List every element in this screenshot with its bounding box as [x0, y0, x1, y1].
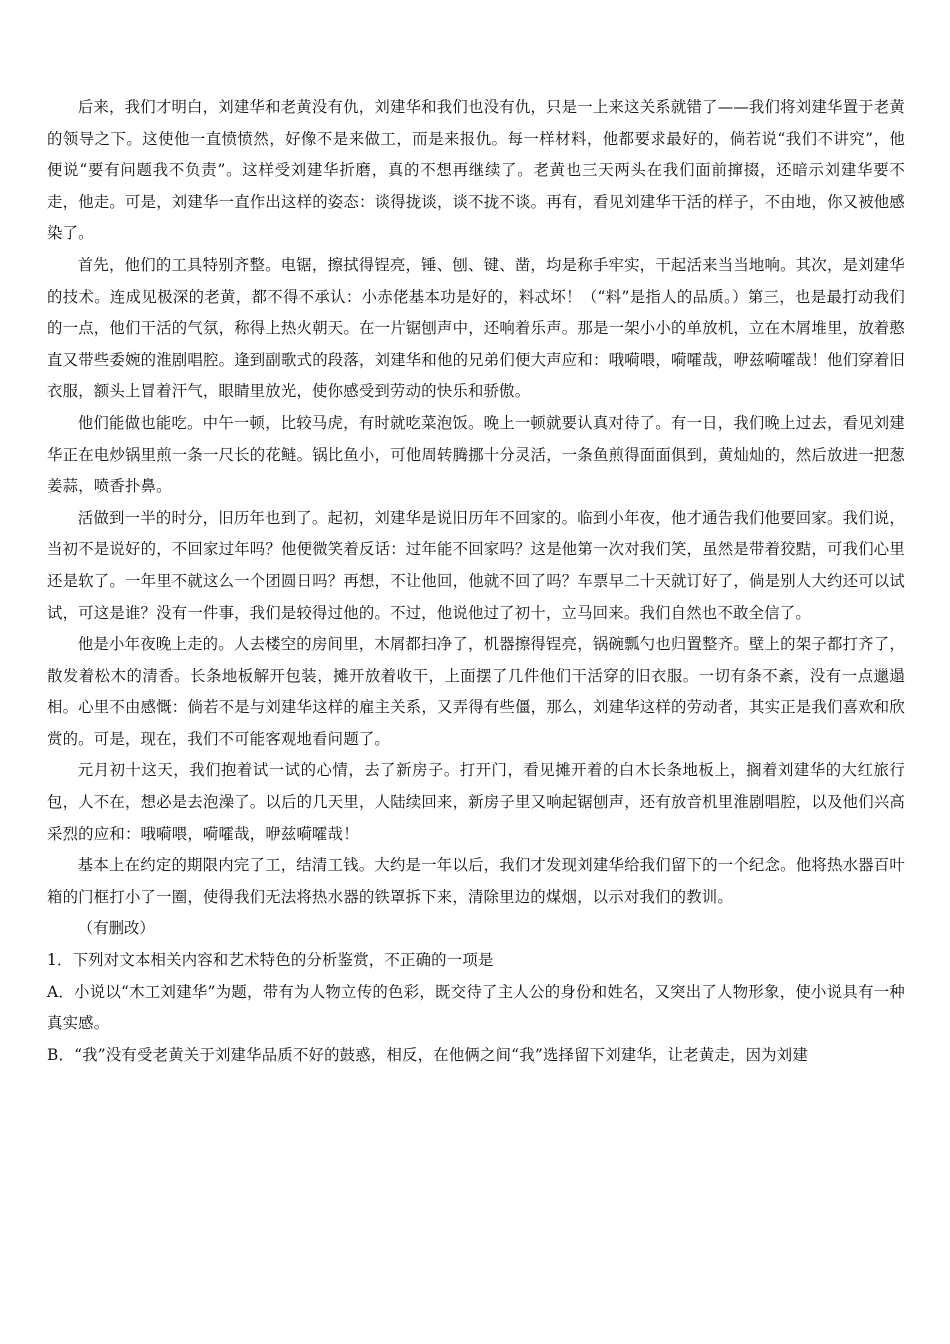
story-paragraph: 基本上在约定的期限内完了工，结清工钱。大约是一年以后，我们才发现刘建华给我们留下的一个纪念。他将热水器百叶箱的门框打小了一圈，使得我们无法将热水器的铁罩拆下来，清除里边的煤烟，以示对我们的教训。: [47, 856, 905, 906]
story-paragraph: 首先，他们的工具特别齐整。电锯，擦拭得锃亮，锤、刨、键、凿，均是称手牢实，干起活来当当地响。其次，是刘建华的技术。连成见极深的老黄，都不得不承认：小赤佬基本功是好的，料忒坏！（“料”是指人的品质。）第三，也是最打动我们的一点，他们干活的气氛，称得上热火朝天。在一片锯刨声中，还响着乐声。那是一架小小的单放机，立在木屑堆里，放着憨直又带些委婉的淮剧唱腔。逢到副歌式的段落，刘建华和他的兄弟们便大声应和：哦嗬喂，嗬嚯哉，咿兹嗬嚯哉！他们穿着旧衣服，额头上冒着汗气，眼睛里放光，使你感受到劳动的快乐和骄傲。: [47, 255, 905, 401]
source-note: （有删改）: [77, 919, 155, 938]
story-paragraph: 他们能做也能吃。中午一顿，比较马虎，有时就吃菜泡饭。晚上一顿就要认真对待了。有一日，我们晚上过去，看见刘建华正在电炒锅里煎一条一尺长的花鲢。锅比鱼小，可他周转腾挪十分灵活，一条鱼煎得面面俱到，黄灿灿的，然后放进一把葱姜蒜，喷香扑鼻。: [47, 413, 905, 496]
question-stem: 1．下列对文本相关内容和艺术特色的分析鉴赏，不正确的一项是: [47, 951, 494, 970]
story-paragraph: 活做到一半的时分，旧历年也到了。起初，刘建华是说旧历年不回家的。临到小年夜，他才通告我们他要回家。我们说，当初不是说好的，不回家过年吗？他便微笑着反话：过年能不回家吗？这是他第一次对我们笑，虽然是带着狡黠，可我们心里还是软了。一年里不就这么一个团圆日吗？再想，不让他回，他就不回了吗？车票早二十天就订好了，倘是别人大约还可以试试，可这是谁？没有一件事，我们是较得过他的。不过，他说他过了初十，立马回来。我们自然也不敢全信了。: [47, 508, 905, 622]
question-option-a: A．小说以“木工刘建华”为题，带有为人物立传的色彩，既交待了主人公的身份和姓名，又突出了人物形象，使小说具有一种真实感。: [47, 982, 905, 1033]
story-paragraph: 元月初十这天，我们抱着试一试的心情，去了新房子。打开门，看见摊开着的白木长条地板上，搁着刘建华的大红旅行包，人不在，想必是去泡澡了。以后的几天里，人陆续回来，新房子里又响起锯刨声，还有放音机里淮剧唱腔，以及他们兴高采烈的应和：哦嗬喂，嗬嚯哉，咿兹嗬嚯哉！: [47, 761, 905, 843]
story-paragraph: 他是小年夜晚上走的。人去楼空的房间里，木屑都扫净了，机器擦得锃亮，锅碗瓢勺也归置整齐。壁上的架子都打齐了，散发着松木的清香。长条地板解开包装，摊开放着收干，上面摆了几件他们干活穿的旧衣服。一切有条不紊，没有一点邋遢相。心里不由感慨：倘若不是与刘建华这样的雇主关系，又弄得有些僵，那么，刘建华这样的劳动者，其实正是我们喜欢和欣赏的。可是，现在，我们不可能客观地看问题了。: [47, 635, 905, 748]
question-option-b: B．“我”没有受老黄关于刘建华品质不好的鼓惑，相反，在他俩之间“我”选择留下刘建华，让老黄走，因为刘建: [47, 1045, 808, 1064]
document-page: [47, 92, 905, 1071]
story-paragraph: 后来，我们才明白，刘建华和老黄没有仇，刘建华和我们也没有仇，只是一上来这关系就错了——我们将刘建华置于老黄的领导之下。这使他一直愤愤然，好像不是来做工，而是来报仇。每一样材料，他都要求最好的，倘若说“我们不讲究”，他便说“要有问题我不负责”。这样受刘建华折磨，真的不想再继续了。老黄也三天两头在我们面前撺掇，还暗示刘建华要不走，他走。可是，刘建华一直作出这样的姿态：谈得拢谈，谈不拢不谈。再有，看见刘建华干活的样子，不由地，你又被他感染了。: [47, 98, 905, 243]
